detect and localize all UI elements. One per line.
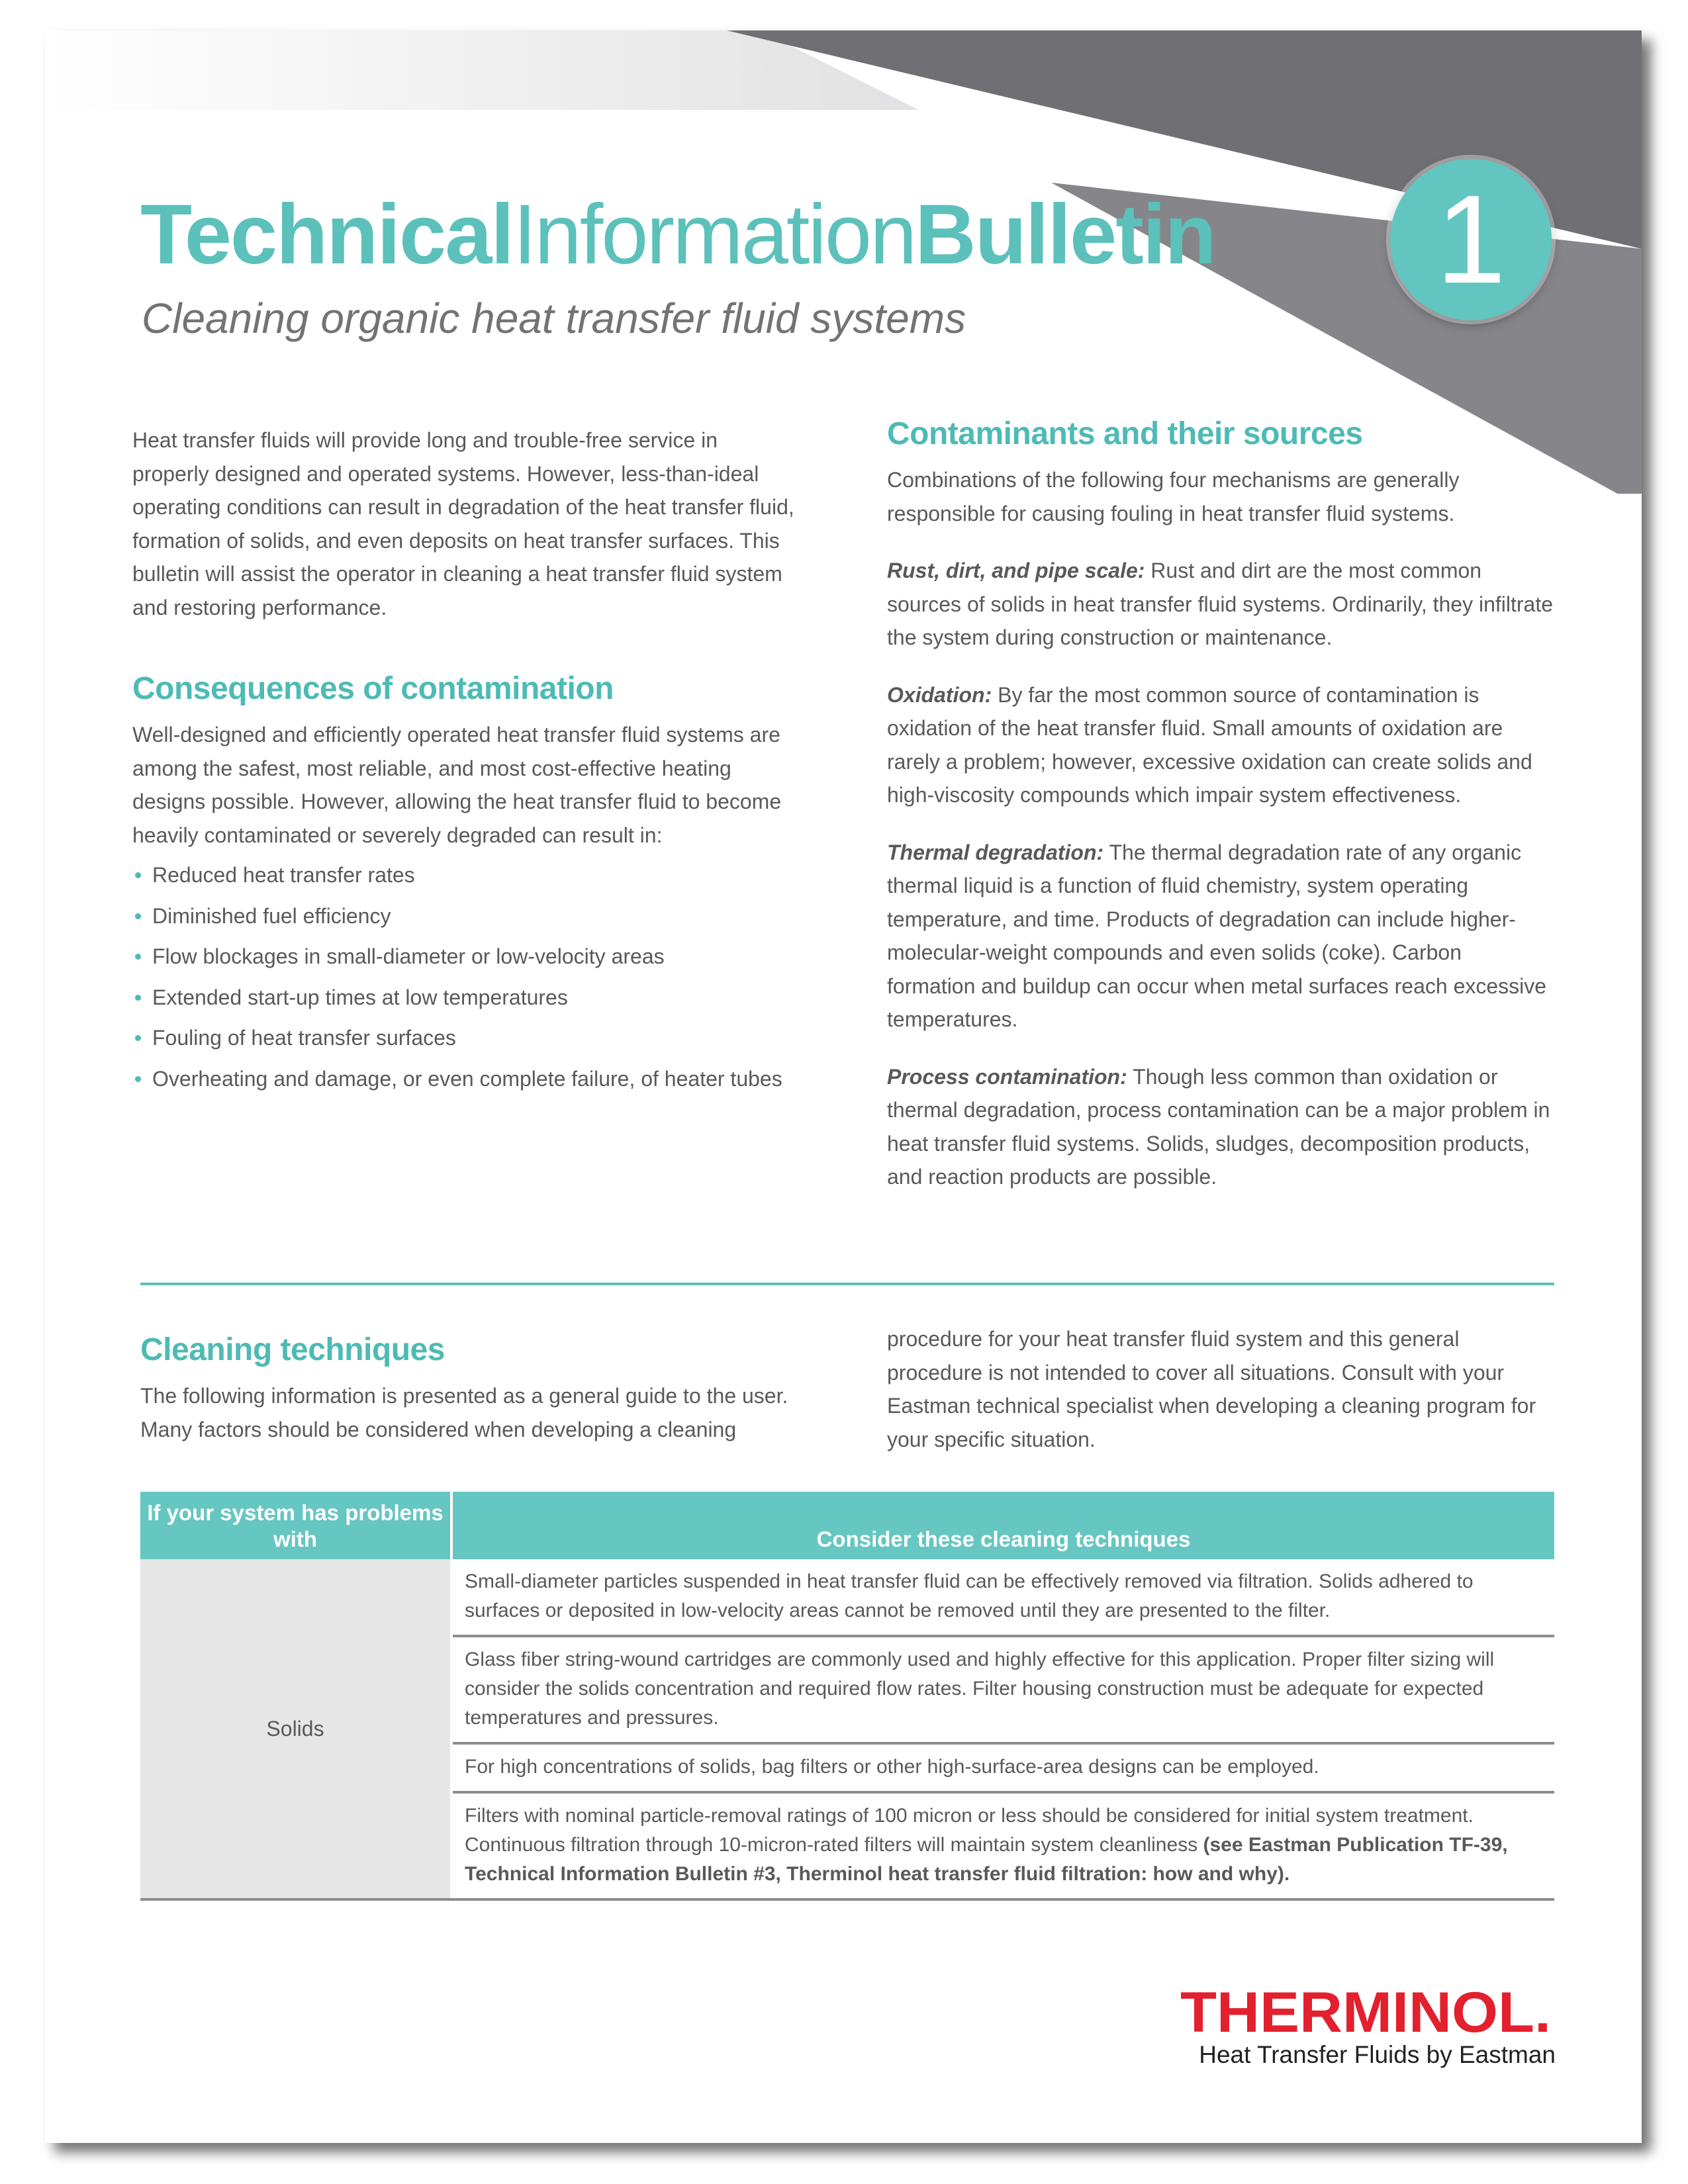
page-title (140, 185, 1215, 285)
contaminant-process: Process contamination: Though less common than oxidation or thermal degradation, process contamination can be a major problem in heat transfer fluid systems. Solids, sludges, decomposition products, and reaction products are possible. (887, 1064, 1550, 1189)
bullet-icon (135, 1076, 141, 1082)
table-cell: Filters with nominal particle-removal ratings of 100 micron or less should be considered for initial system treatment. Continuous filtration through 10-micron-rated filters will maintain system cleanliness (see Eastman Publication TF-39, Technical Information Bulletin #3, Therminol heat transfer fluid filtration: how and why). (451, 1792, 1554, 1899)
logo-text: THERMINOL. (1180, 1984, 1551, 2037)
contaminant-oxidation: Oxidation: By far the most common source of contamination is oxidation of the heat transfer fluid. Small amounts of oxidation are rarely a problem; however, excessive oxidation can create solids and high-viscosity compounds which impair system effectiveness. (887, 682, 1532, 807)
header-problems: If your system has problems with (140, 1492, 451, 1559)
list-item: Reduced heat transfer rates (132, 858, 794, 899)
table-cell: Glass fiber string-wound cartridges are commonly used and highly effective for this application. Proper filter sizing will consider the solids concentration and required flow rates. Filter housing construction must be adequate for expected temperatures and pressures. (451, 1636, 1554, 1743)
left-column (132, 424, 794, 1103)
consequences-list (132, 858, 794, 1103)
contaminant-thermal: Thermal degradation: The thermal degradation rate of any organic thermal liquid is a function of fluid chemistry, system operating temperature, and time. Products of degradation can include higher-molecular-weight compounds and even solids (coke). Carbon formation and buildup can occur when metal surfaces reach excessive temperatures. (887, 840, 1547, 1031)
list-item: Extended start-up times at low temperatures (132, 981, 794, 1022)
cleaning-left (140, 1330, 816, 1446)
table-cell: Small-diameter particles suspended in heat transfer fluid can be effectively removed via filtration. Solids adhered to surfaces or deposited in low-velocity areas cannot be removed until they are presented to the filter. (451, 1559, 1554, 1636)
title-technical: Technical (140, 187, 513, 282)
contaminants-intro: Combinations of the following four mechanisms are generally responsible for causing fouling in heat transfer fluid systems. (887, 468, 1460, 525)
bulletin-number-badge: 1 (1390, 159, 1552, 320)
intro-paragraph: Heat transfer fluids will provide long and trouble-free service in properly designed and operated systems. However, less-than-ideal operating conditions can result in degradation of the heat transfer fluid, formation of solids, and even deposits on heat transfer surfaces. This bulletin will assist the operator in cleaning a heat transfer fluid system and restoring performance. (132, 428, 794, 619)
consequences-heading: Consequences of contamination (132, 671, 614, 706)
bullet-icon (135, 995, 141, 1001)
page-subtitle: Cleaning organic heat transfer fluid systems (142, 295, 966, 342)
publication-reference: (see Eastman Publication TF-39, Technical Information Bulletin #3, Therminol heat transfer fluid filtration: how and why). (465, 1834, 1508, 1885)
contaminant-rust: Rust, dirt, and pipe scale: Rust and dirt are the most common sources of solids in heat transfer fluid systems. Ordinarily, they infiltrate the system during construction or maintenance. (887, 559, 1554, 649)
title-information: Information (512, 187, 915, 282)
contaminants-heading: Contaminants and their sources (887, 416, 1363, 451)
brand-tagline: Heat Transfer Fluids by Eastman (1199, 2041, 1556, 2068)
list-item: Diminished fuel efficiency (132, 899, 794, 940)
title-bulletin: Bulletin (915, 187, 1215, 282)
cleaning-heading: Cleaning techniques (140, 1332, 445, 1367)
header-techniques: Consider these cleaning techniques (451, 1492, 1554, 1559)
bullet-icon (135, 954, 141, 960)
table-header-row (140, 1492, 1554, 1559)
cleaning-paragraph-left: The following information is presented as a general guide to the user. Many factors should be considered when developing a cleaning (140, 1384, 788, 1441)
bullet-icon (135, 1035, 141, 1041)
bullet-icon (135, 913, 141, 919)
section-divider (140, 1283, 1554, 1285)
table-cell: For high concentrations of solids, bag filters or other high-surface-area designs can be employed. (451, 1743, 1554, 1792)
list-item: Fouling of heat transfer surfaces (132, 1021, 794, 1062)
cleaning-right (887, 1322, 1556, 1456)
cleaning-paragraph-right: procedure for your heat transfer fluid system and this general procedure is not intended to cover all situations. Consult with your Eastman technical specialist when developing a cleaning program for your specific situation. (887, 1327, 1536, 1451)
list-item: Flow blockages in small-diameter or low-velocity areas (132, 940, 794, 981)
list-item: Overheating and damage, or even complete failure, of heater tubes (132, 1062, 794, 1103)
bullet-icon (135, 872, 141, 878)
table-row (140, 1559, 1554, 1636)
therminol-logo (1180, 1984, 1551, 2037)
consequences-paragraph: Well-designed and efficiently operated heat transfer fluid systems are among the safest, most reliable, and most cost-effective heating designs possible. However, allowing the heat transfer fluid to become heavily contaminated or severely degraded can result in: (132, 723, 782, 847)
category-solids: Solids (140, 1559, 451, 1899)
right-column (887, 414, 1556, 1194)
document-page (45, 30, 1642, 2143)
cleaning-techniques-table (140, 1492, 1554, 1901)
